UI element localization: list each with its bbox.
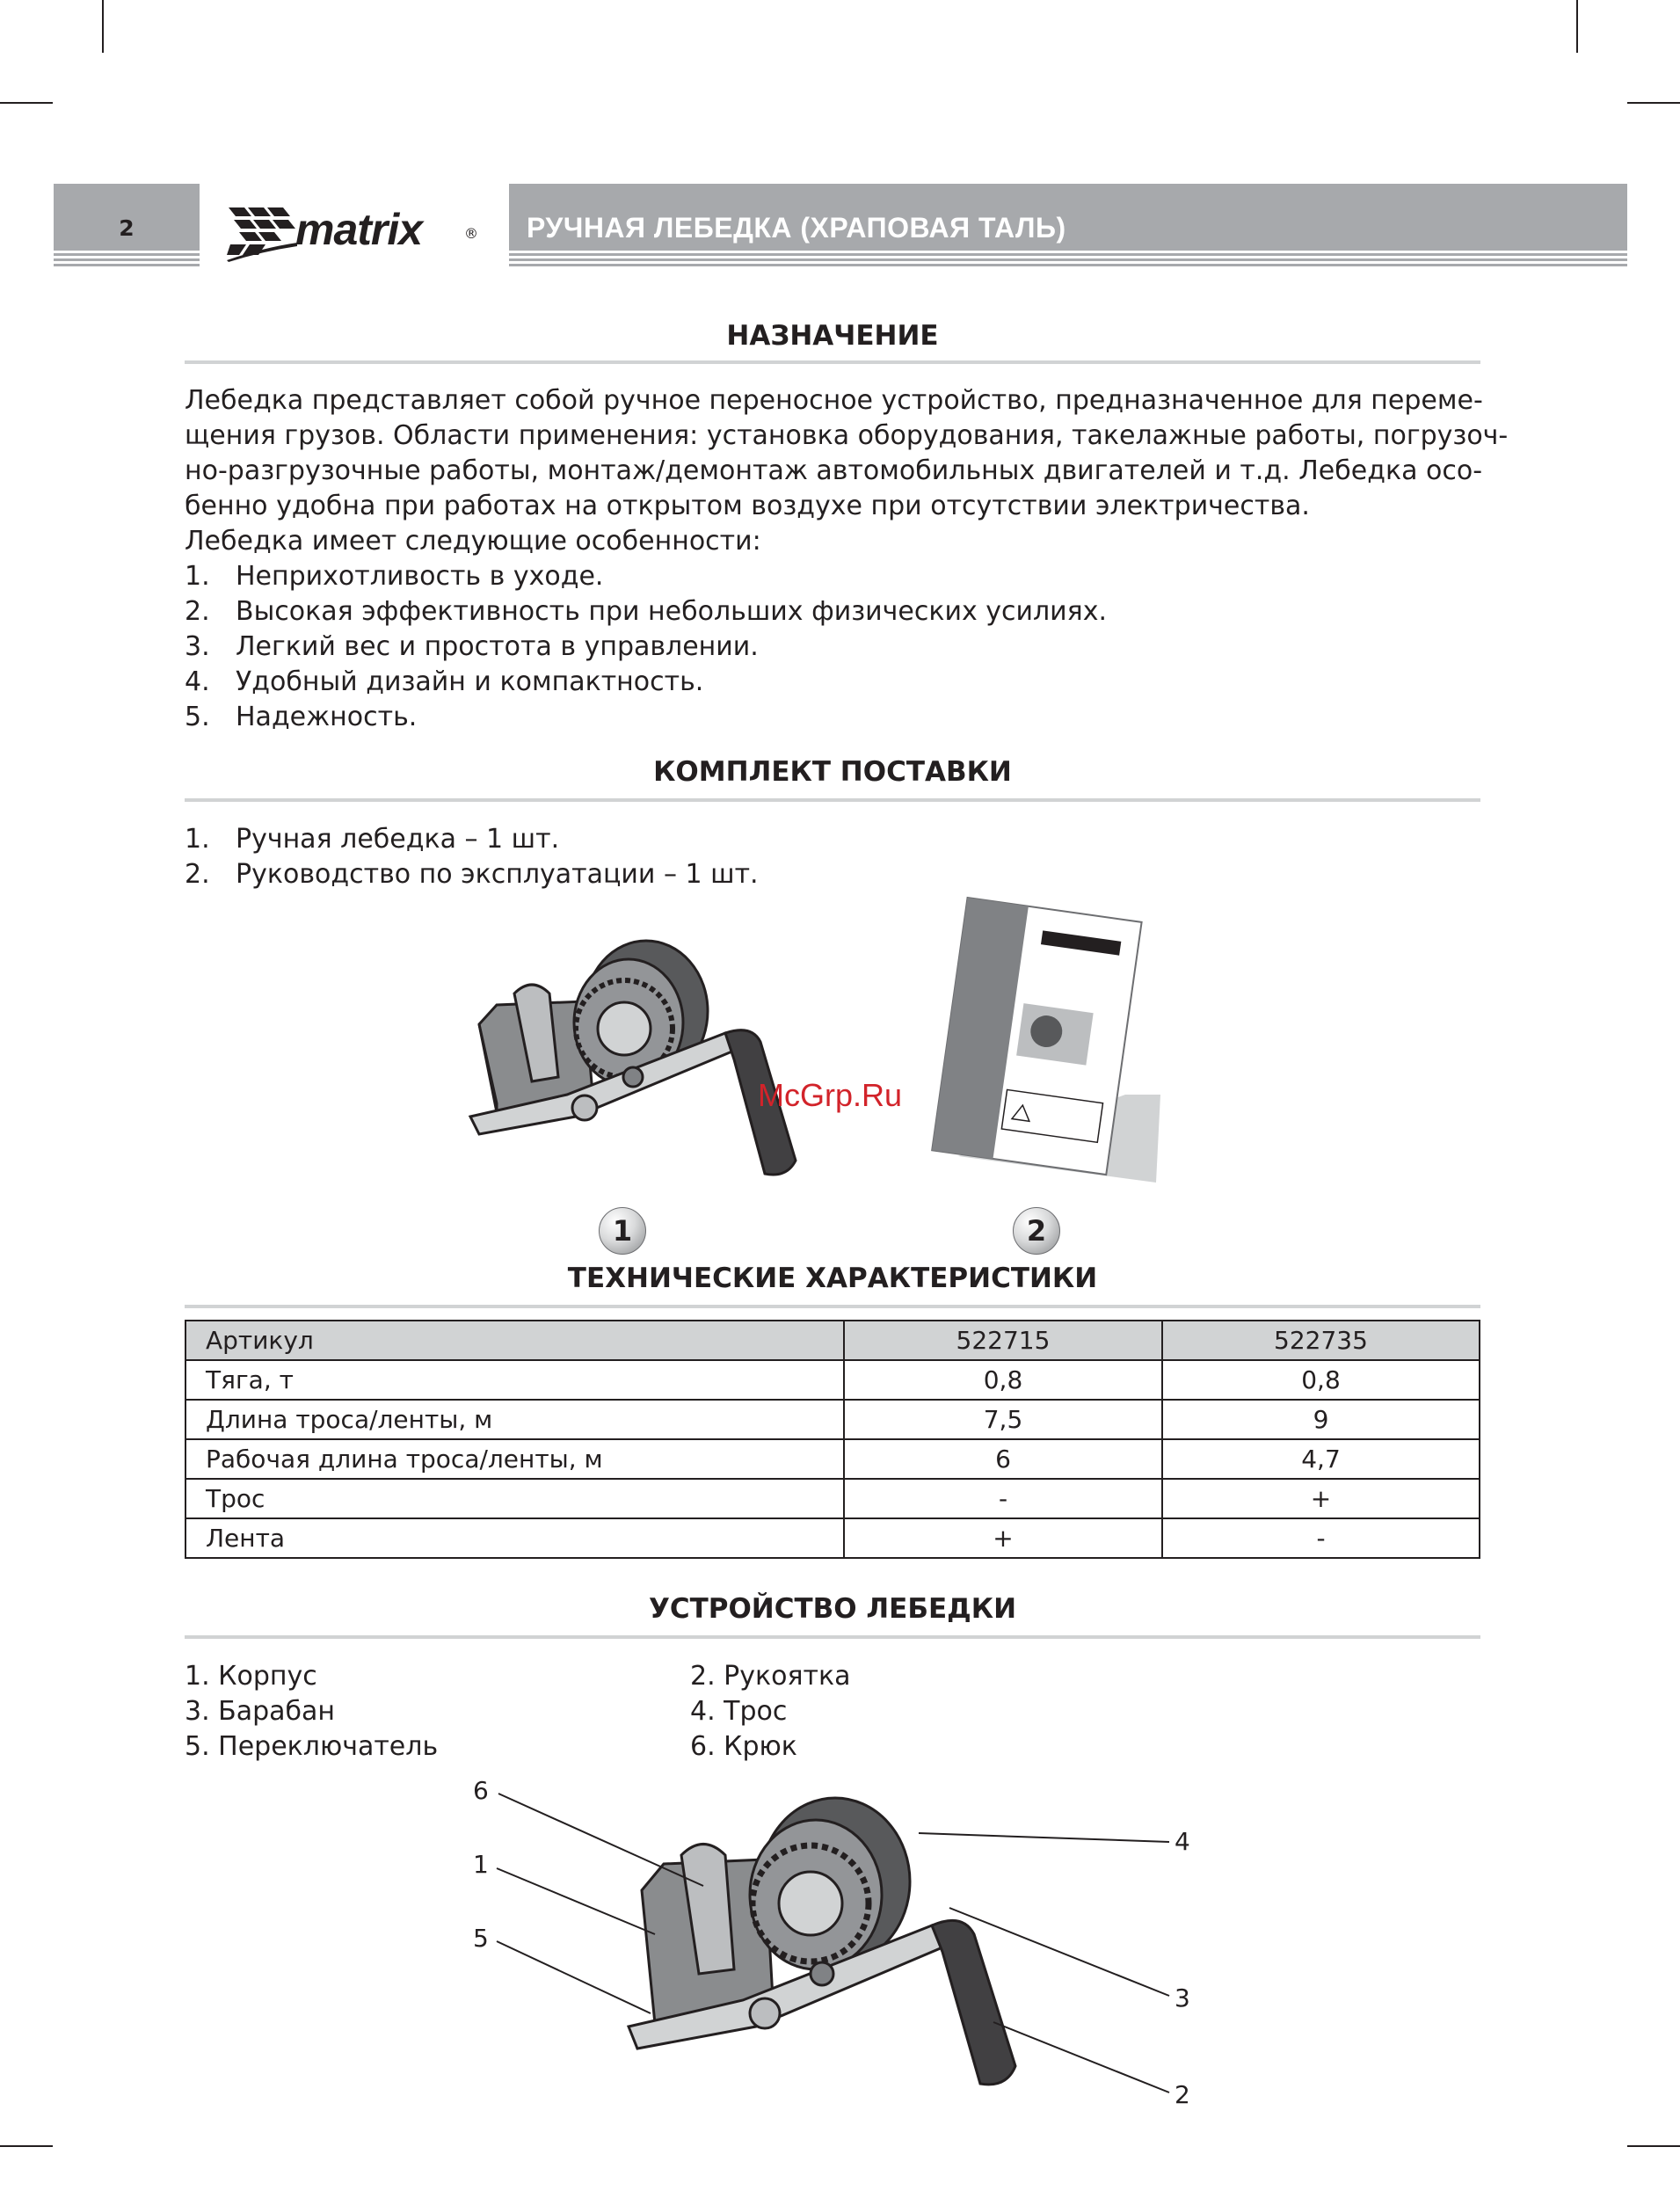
list-item xyxy=(185,700,1480,735)
table-cell: - xyxy=(1162,1518,1480,1558)
list-text: Легкий вес и простота в управлении. xyxy=(236,631,759,662)
section-rule xyxy=(185,360,1480,364)
brand-logo xyxy=(227,204,491,262)
section-heading-device: УСТРОЙСТВО ЛЕБЕДКИ xyxy=(648,1593,1017,1625)
list-item xyxy=(185,665,1480,700)
list-text: Удобный дизайн и компактность. xyxy=(236,666,704,697)
list-number: 1. xyxy=(185,561,210,592)
callout-label-5: 5 xyxy=(473,1924,489,1953)
table-cell: 0,8 xyxy=(844,1360,1162,1400)
delivery-list xyxy=(185,822,1480,892)
list-text: Руководство по эксплуатации – 1 шт. xyxy=(236,859,759,890)
table-cell: Тяга, т xyxy=(185,1360,844,1400)
list-number: 5. xyxy=(185,702,210,732)
list-number: 2. xyxy=(185,859,210,890)
part-label: 1. Корпус xyxy=(185,1661,317,1692)
callout-label-1: 1 xyxy=(473,1850,489,1879)
section-heading-specs: ТЕХНИЧЕСКИЕ ХАРАКТЕРИСТИКИ xyxy=(567,1263,1098,1294)
callout-label-3: 3 xyxy=(1175,1983,1190,2012)
parts-list xyxy=(185,1659,1240,1765)
part-label: 3. Барабан xyxy=(185,1696,336,1727)
table-header-row xyxy=(185,1321,1480,1360)
part-label: 6. Крюк xyxy=(690,1731,797,1762)
list-item xyxy=(185,559,1480,594)
list-item xyxy=(185,630,1480,665)
table-cell: - xyxy=(844,1479,1162,1518)
document-title: РУЧНАЯ ЛЕБЕДКА (ХРАПОВАЯ ТАЛЬ) xyxy=(527,212,1066,244)
table-row xyxy=(185,1360,1480,1400)
brand-wordmark: matrix xyxy=(295,205,423,254)
table-row xyxy=(185,1400,1480,1439)
callout-label-2: 2 xyxy=(1175,2080,1190,2109)
paragraph-line: щения грузов. Области применения: установка оборудования, такелажные работы, погрузоч- xyxy=(185,420,1509,451)
table-cell: 7,5 xyxy=(844,1400,1162,1439)
list-item xyxy=(185,857,1480,892)
table-cell: 522735 xyxy=(1162,1321,1480,1360)
winch-diagram xyxy=(615,1794,1055,2128)
table-cell: + xyxy=(844,1518,1162,1558)
table-cell: Длина троса/ленты, м xyxy=(185,1400,844,1439)
crop-mark xyxy=(0,2145,53,2147)
table-cell: 9 xyxy=(1162,1400,1480,1439)
list-item xyxy=(185,594,1480,630)
paragraph-line: Лебедка имеет следующие особенности: xyxy=(185,526,761,557)
features-list xyxy=(185,559,1480,735)
paragraph-line: Лебедка представляет собой ручное переносное устройство, предназначенное для переме- xyxy=(185,385,1483,416)
part-label: 2. Рукоятка xyxy=(690,1661,851,1692)
list-number: 3. xyxy=(185,631,210,662)
paragraph-line: бенно удобна при работах на открытом воздухе при отсутствии электричества. xyxy=(185,491,1310,521)
table-cell: Трос xyxy=(185,1479,844,1518)
page-number-box xyxy=(54,184,200,267)
list-text: Высокая эффективность при небольших физических усилиях. xyxy=(236,596,1107,627)
item-badge-1: 1 xyxy=(599,1207,646,1255)
part-label: 4. Трос xyxy=(690,1696,788,1727)
section-rule xyxy=(185,1305,1480,1308)
header-title-bar xyxy=(509,184,1627,267)
table-cell: Артикул xyxy=(185,1321,844,1360)
specs-table xyxy=(185,1320,1480,1559)
callout-label-6: 6 xyxy=(473,1776,489,1805)
table-cell: Лента xyxy=(185,1518,844,1558)
table-row xyxy=(185,1518,1480,1558)
list-number: 1. xyxy=(185,824,210,855)
item-badge-2: 2 xyxy=(1013,1207,1060,1255)
table-cell: 522715 xyxy=(844,1321,1162,1360)
manual-booklet-illustration xyxy=(923,892,1169,1183)
list-number: 2. xyxy=(185,596,210,627)
table-cell: 4,7 xyxy=(1162,1439,1480,1479)
list-number: 4. xyxy=(185,666,210,697)
table-cell: + xyxy=(1162,1479,1480,1518)
table-cell: 6 xyxy=(844,1439,1162,1479)
part-label: 5. Переключатель xyxy=(185,1731,439,1762)
section-heading-delivery: КОМПЛЕКТ ПОСТАВКИ xyxy=(653,756,1012,788)
crop-mark xyxy=(1576,0,1578,53)
paragraph-line: но-разгрузочные работы, монтаж/демонтаж автомобильных двигателей и т.д. Лебедка осо- xyxy=(185,455,1483,486)
crop-mark xyxy=(1627,2145,1680,2147)
header-stripes xyxy=(54,248,200,267)
list-item xyxy=(185,822,1480,857)
list-text: Ручная лебедка – 1 шт. xyxy=(236,824,560,855)
watermark-text: McGrp.Ru xyxy=(758,1077,903,1113)
list-text: Надежность. xyxy=(236,702,418,732)
section-rule xyxy=(185,798,1480,802)
logo-grid-icon xyxy=(227,207,297,262)
page-number: 2 xyxy=(119,215,135,241)
section-rule xyxy=(185,1635,1480,1639)
table-row xyxy=(185,1439,1480,1479)
winch-illustration xyxy=(462,928,831,1191)
parts-row xyxy=(185,1729,1240,1765)
section-heading-purpose: НАЗНАЧЕНИЕ xyxy=(726,320,939,352)
registered-mark: ® xyxy=(464,225,478,242)
table-cell: Рабочая длина троса/ленты, м xyxy=(185,1439,844,1479)
crop-mark xyxy=(102,0,104,53)
header-stripes xyxy=(509,248,1627,267)
parts-row xyxy=(185,1694,1240,1729)
purpose-paragraph xyxy=(185,383,1509,559)
list-text: Неприхотливость в уходе. xyxy=(236,561,604,592)
parts-row xyxy=(185,1659,1240,1694)
crop-mark xyxy=(0,102,53,104)
crop-mark xyxy=(1627,102,1680,104)
table-cell: 0,8 xyxy=(1162,1360,1480,1400)
callout-label-4: 4 xyxy=(1175,1827,1190,1856)
table-row xyxy=(185,1479,1480,1518)
